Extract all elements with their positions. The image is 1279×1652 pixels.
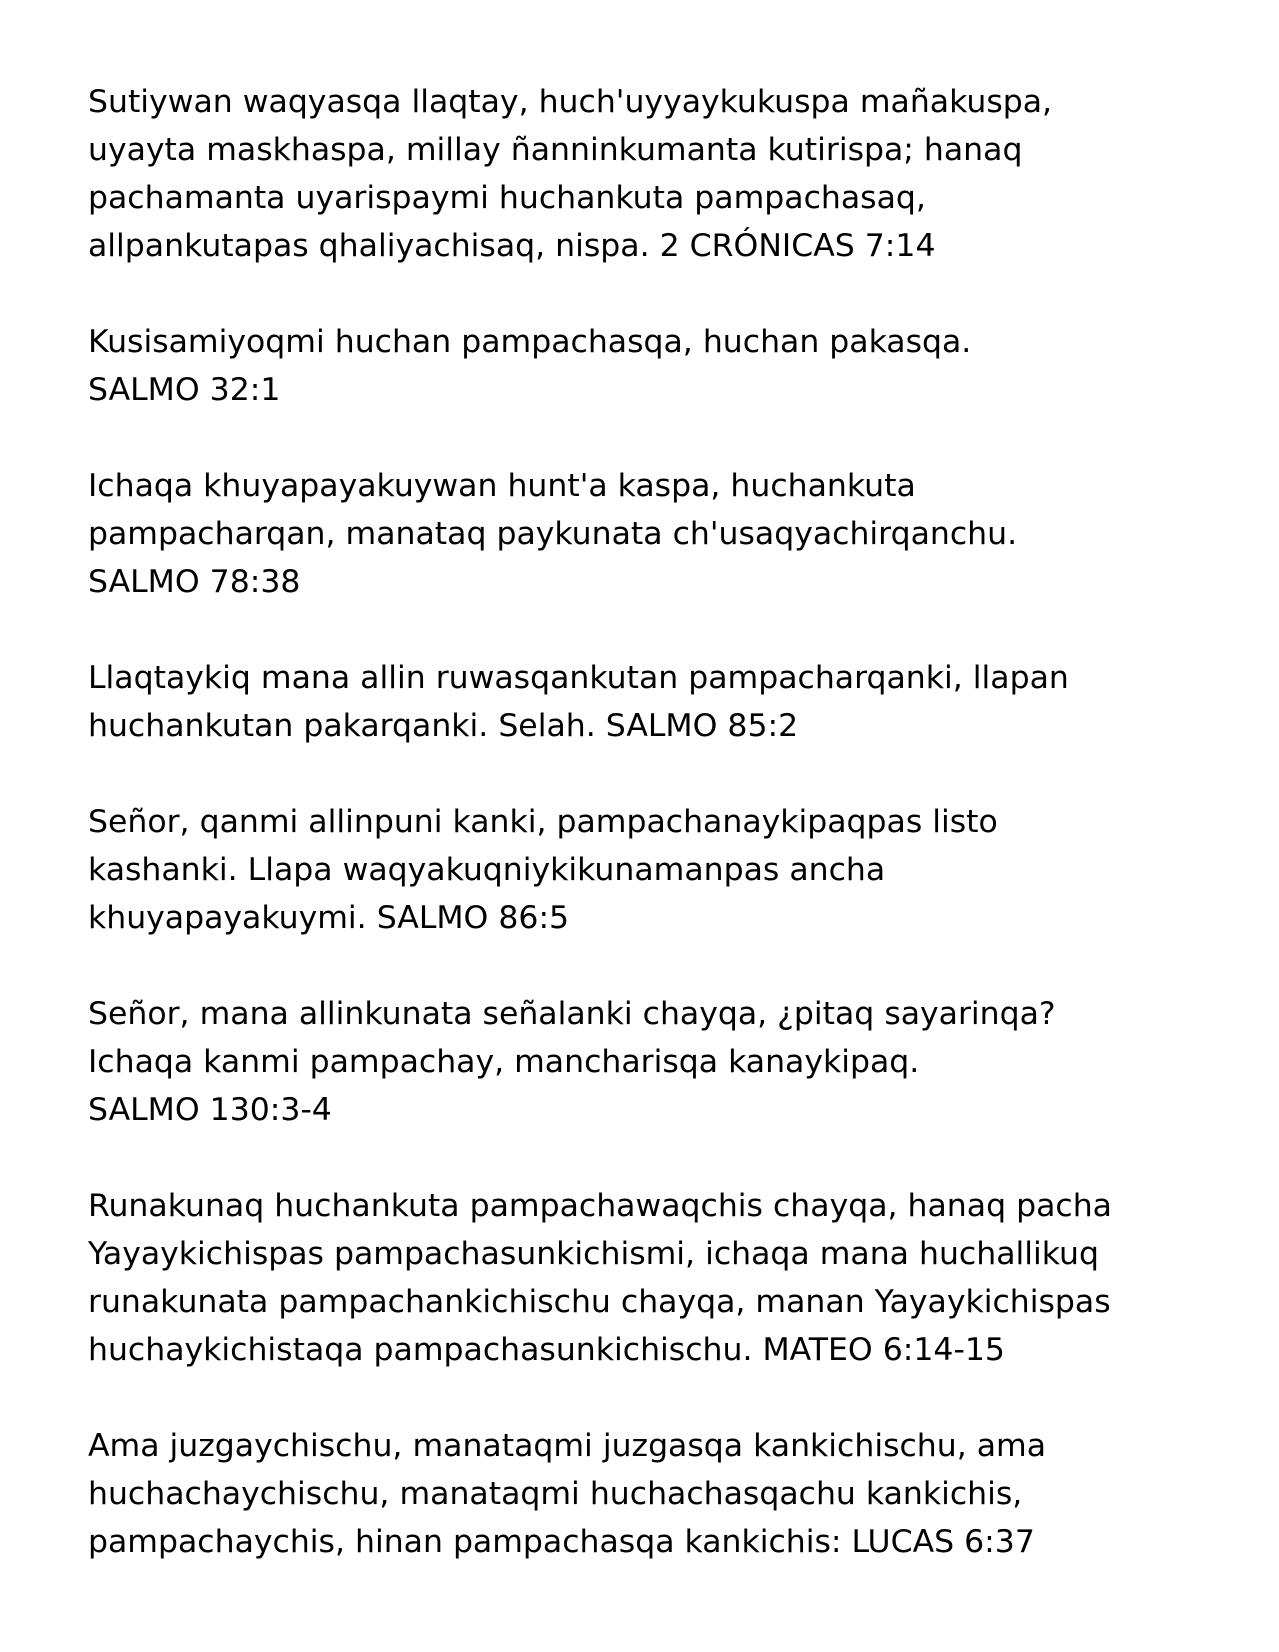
document-page	[88, 78, 1248, 1614]
verse-line: Ichaqa khuyapayakuywan hunt'a kaspa, huchankuta	[88, 468, 916, 504]
verse-paragraph	[88, 990, 1248, 1134]
verse-paragraph	[88, 798, 1248, 942]
verse-line: SALMO 130:3-4	[88, 1092, 332, 1128]
verse-line: runakunata pampachankichischu chayqa, manan Yayaykichispas	[88, 1284, 1111, 1320]
verse-line: Ama juzgaychischu, manataqmi juzgasqa kankichischu, ama	[88, 1428, 1047, 1464]
verse-line: Ichaqa kanmi pampachay, mancharisqa kanaykipaq.	[88, 1044, 920, 1080]
verse-paragraph	[88, 654, 1248, 750]
verse-line: Yayaykichispas pampachasunkichismi, ichaqa mana huchallikuq	[88, 1236, 1099, 1272]
verse-paragraph	[88, 318, 1248, 414]
verse-line: Runakunaq huchankuta pampachawaqchis chayqa, hanaq pacha	[88, 1188, 1112, 1224]
verse-line: huchaykichistaqa pampachasunkichischu. MATEO 6:14-15	[88, 1332, 1005, 1368]
verse-line: khuyapayakuymi. SALMO 86:5	[88, 900, 570, 936]
verse-line: pampachaychis, hinan pampachasqa kankichis: LUCAS 6:37	[88, 1524, 1035, 1560]
verse-line: SALMO 32:1	[88, 372, 281, 408]
verse-line: allpankutapas qhaliyachisaq, nispa. 2 CRÓNICAS 7:14	[88, 228, 936, 264]
verse-line: Señor, qanmi allinpuni kanki, pampachanaykipaqpas listo	[88, 804, 998, 840]
verse-paragraph	[88, 1182, 1248, 1374]
verse-line: pampacharqan, manataq paykunata ch'usaqyachirqanchu.	[88, 516, 1018, 552]
verse-paragraph	[88, 1422, 1248, 1566]
verse-paragraph	[88, 78, 1248, 270]
verse-line: Llaqtaykiq mana allin ruwasqankutan pampacharqanki, llapan	[88, 660, 1069, 696]
verse-line: Sutiywan waqyasqa llaqtay, huch'uyyaykukuspa mañakuspa,	[88, 84, 1053, 120]
verse-paragraph	[88, 462, 1248, 606]
verse-line: huchachaychischu, manataqmi huchachasqachu kankichis,	[88, 1476, 1023, 1512]
verse-line: huchankutan pakarqanki. Selah. SALMO 85:2	[88, 708, 799, 744]
verse-line: pachamanta uyarispaymi huchankuta pampachasaq,	[88, 180, 926, 216]
verse-line: uyayta maskhaspa, millay ñanninkumanta kutirispa; hanaq	[88, 132, 1023, 168]
verse-line: Kusisamiyoqmi huchan pampachasqa, huchan pakasqa.	[88, 324, 972, 360]
verse-line: Señor, mana allinkunata señalanki chayqa, ¿pitaq sayarinqa?	[88, 996, 1056, 1032]
verse-line: kashanki. Llapa waqyakuqniykikunamanpas ancha	[88, 852, 886, 888]
verse-line: SALMO 78:38	[88, 564, 301, 600]
